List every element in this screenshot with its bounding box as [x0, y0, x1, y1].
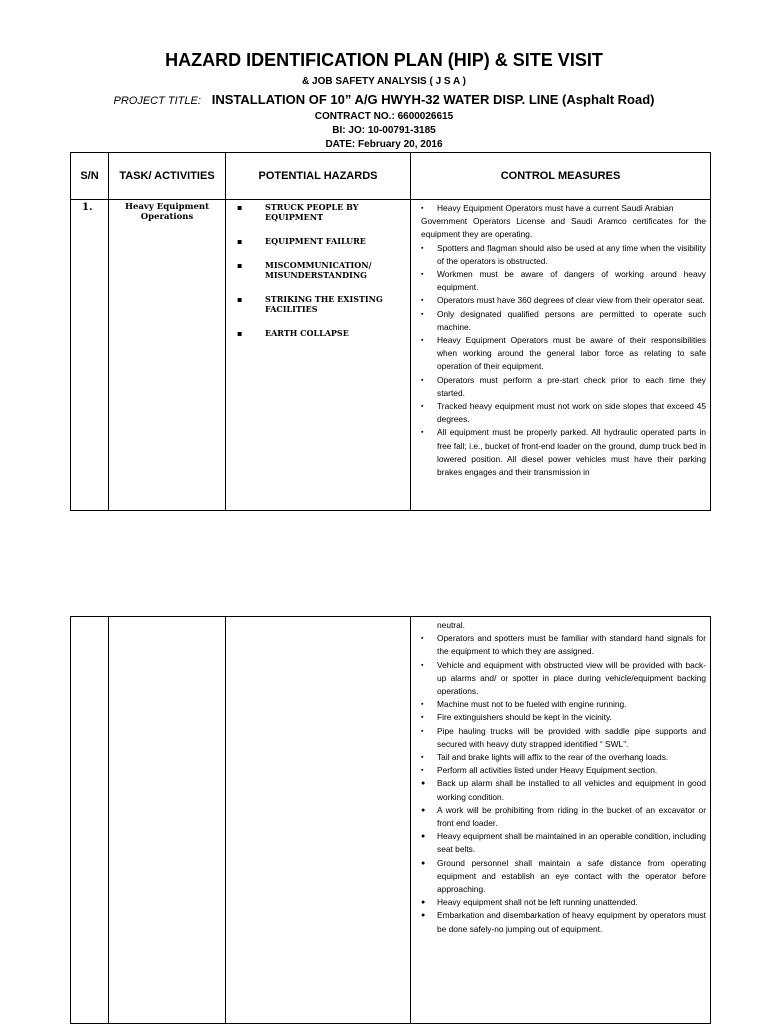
control-item: [421, 374, 706, 400]
control-item: [421, 725, 706, 751]
document-subtitle: & JOB SAFETY ANALYSIS ( J S A ): [302, 76, 466, 87]
control-item: [421, 711, 706, 724]
list-item-text: Vehicle and equipment with obstructed view will be provided with back-up alarms and/ or spotter in place during vehicle/equipment backing operations.: [437, 659, 706, 697]
hazard-table-page-1: [70, 152, 711, 511]
control-item: [421, 334, 706, 374]
hazard-list: [226, 200, 410, 338]
control-item: [421, 857, 706, 897]
bullet-icon: ●: [421, 912, 426, 920]
list-item-text: Heavy equipment shall not be left running unattended.: [437, 897, 638, 908]
list-item-text: Embarkation and disembarkation of heavy equipment by operators must be done safely-no jumping out of equipment.: [437, 910, 706, 934]
bullet-icon: ▪: [421, 714, 424, 722]
list-item-text: Tracked heavy equipment must not work on side slopes that exceed 45 degrees.: [437, 401, 706, 425]
hazard-item: [236, 328, 406, 338]
hazard-table-page-2: [70, 616, 711, 1024]
bullet-icon: ●: [421, 806, 426, 814]
list-item-text: Back up alarm shall be installed to all vehicles and equipment in good working condition.: [437, 778, 706, 802]
bullet-icon: ▪: [421, 635, 424, 643]
cell-task: [109, 617, 226, 1024]
control-item: [421, 804, 706, 830]
bullet-icon: ▪: [421, 754, 424, 762]
cell-task: Heavy Equipment Operations: [109, 200, 226, 511]
control-item: [421, 268, 706, 294]
control-item: [421, 294, 706, 307]
bullet-icon: ▪: [421, 244, 424, 252]
list-item-text: All equipment must be properly parked. All hydraulic operated parts in free fall; i.e., bucket of front-end loader on the ground, dump truck bed in lowered position. All diesel power vehicles must have their parking brakes engages and their transmission in: [437, 427, 706, 478]
list-item-text: STRIKING THE EXISTING FACILITIES: [265, 294, 383, 314]
control-item: [421, 751, 706, 764]
hazard-item: [236, 236, 406, 246]
col-header-hazards: POTENTIAL HAZARDS: [226, 153, 411, 200]
table-header-row: [71, 153, 711, 200]
list-item-text: Fire extinguishers should be kept in the vicinity.: [437, 712, 612, 723]
control-item: [421, 659, 706, 699]
list-item-text: EARTH COLLAPSE: [265, 328, 349, 338]
bullet-icon: ▪: [421, 661, 424, 669]
bullet-icon: ●: [421, 899, 426, 907]
document-date: DATE: February 20, 2016: [325, 139, 443, 150]
hazard-item: [236, 202, 406, 222]
list-item-text: Workmen must be aware of dangers of working around heavy equipment.: [437, 269, 706, 293]
bullet-icon: ▪: [421, 701, 424, 709]
bullet-icon: ▪: [237, 328, 243, 338]
cell-sn: 1.: [71, 200, 109, 511]
cell-controls: [411, 200, 711, 511]
hazard-item: [236, 260, 406, 280]
cell-hazards: [226, 617, 411, 1024]
bullet-icon: ▪: [421, 310, 424, 318]
list-item-text: STRUCK PEOPLE BY EQUIPMENT: [265, 202, 359, 222]
control-list-continued: [411, 617, 710, 936]
bullet-icon: ▪: [237, 202, 243, 212]
control-item-continued: neutral.: [437, 620, 465, 630]
col-header-task: TASK/ ACTIVITIES: [109, 153, 226, 200]
cell-sn: [71, 617, 109, 1024]
list-item-text: Operators and spotters must be familiar with standard hand signals for the equipment to which they are assigned.: [437, 633, 706, 657]
col-header-sn: S/N: [71, 153, 109, 200]
control-item: [421, 400, 706, 426]
project-label: PROJECT TITLE:: [113, 95, 201, 107]
bullet-icon: ▪: [421, 727, 424, 735]
bullet-icon: ●: [421, 833, 426, 841]
bullet-icon: ▪: [237, 260, 243, 270]
list-item-text: Heavy Equipment Operators must have a current Saudi Arabian: [437, 203, 674, 213]
bullet-icon: ●: [421, 780, 426, 788]
bullet-icon: ▪: [421, 205, 424, 212]
bullet-icon: ▪: [421, 271, 424, 279]
bullet-icon: ▪: [421, 767, 424, 775]
list-item-text: A work will be prohibiting from riding in the bucket of an excavator or front end loader.: [437, 804, 706, 829]
control-item: [421, 308, 706, 334]
list-item-text: Pipe hauling trucks will be provided with saddle pipe supports and secured with heavy duty strapped identified “ SWL”.: [437, 725, 706, 749]
list-item-text: Tail and brake lights will affix to the rear of the overhang loads.: [437, 752, 669, 763]
control-item: [421, 764, 706, 777]
bullet-icon: ▪: [421, 337, 424, 345]
control-item: [421, 632, 706, 658]
list-item-text: Perform all activities listed under Heavy Equipment section.: [437, 765, 658, 776]
document-title: HAZARD IDENTIFICATION PLAN (HIP) & SITE VISIT: [165, 50, 603, 70]
control-item: [421, 896, 706, 909]
hazard-item: [236, 294, 406, 314]
list-item-text: Heavy Equipment Operators must be aware of their responsibilities when working around the general labor force as relating to safe operation of their equipment.: [437, 335, 706, 372]
bullet-icon: ▪: [421, 429, 424, 437]
control-item: [421, 830, 706, 856]
table-row: [71, 200, 711, 511]
control-item: [421, 202, 706, 215]
list-item-text: Heavy equipment shall be maintained in an operable condition, including seat belts.: [437, 831, 706, 855]
contract-number: CONTRACT NO.: 6600026615: [314, 111, 454, 122]
bullet-icon: ▪: [421, 403, 424, 411]
cell-controls: [411, 617, 711, 1024]
bullet-icon: ▪: [237, 294, 243, 304]
list-item-text: Ground personnel shall maintain a safe distance from operating equipment and establish an eye contact with the operator before approaching.: [437, 857, 706, 895]
col-header-controls: CONTROL MEASURES: [411, 153, 711, 200]
bullet-icon: ▪: [237, 236, 243, 246]
control-list: [411, 200, 710, 479]
bullet-icon: ●: [421, 859, 426, 867]
project-line: [0, 92, 768, 107]
control-item-continued: Government Operators License and Saudi Aramco certificates for the equipment they are operating.: [421, 216, 706, 240]
list-item-text: Operators must have 360 degrees of clear view from their operator seat.: [437, 295, 705, 306]
list-item-text: Spotters and flagman should also be used at any time when the visibility of the operators is obstructed.: [437, 242, 706, 266]
control-item: [421, 909, 706, 935]
table-row: [71, 617, 711, 1024]
control-item: [421, 777, 706, 803]
list-item-text: EQUIPMENT FAILURE: [265, 236, 366, 246]
control-item: [421, 242, 706, 268]
list-item-text: MISCOMMUNICATION/ MISUNDERSTANDING: [265, 260, 372, 280]
cell-hazards: [226, 200, 411, 511]
control-item: [421, 426, 706, 479]
bullet-icon: ▪: [421, 376, 424, 384]
list-item-text: Machine must not to be fueled with engine running.: [437, 699, 627, 710]
list-item-text: Operators must perform a pre-start check prior to each time they started.: [437, 374, 706, 398]
bullet-icon: ▪: [421, 297, 424, 305]
list-item-text: Only designated qualified persons are permitted to operate such machine.: [437, 308, 706, 332]
project-title: INSTALLATION OF 10” A/G HWYH-32 WATER DISP. LINE (Asphalt Road): [211, 92, 655, 107]
bi-jo-number: BI: JO: 10-00791-3185: [332, 125, 436, 136]
control-item: [421, 698, 706, 711]
